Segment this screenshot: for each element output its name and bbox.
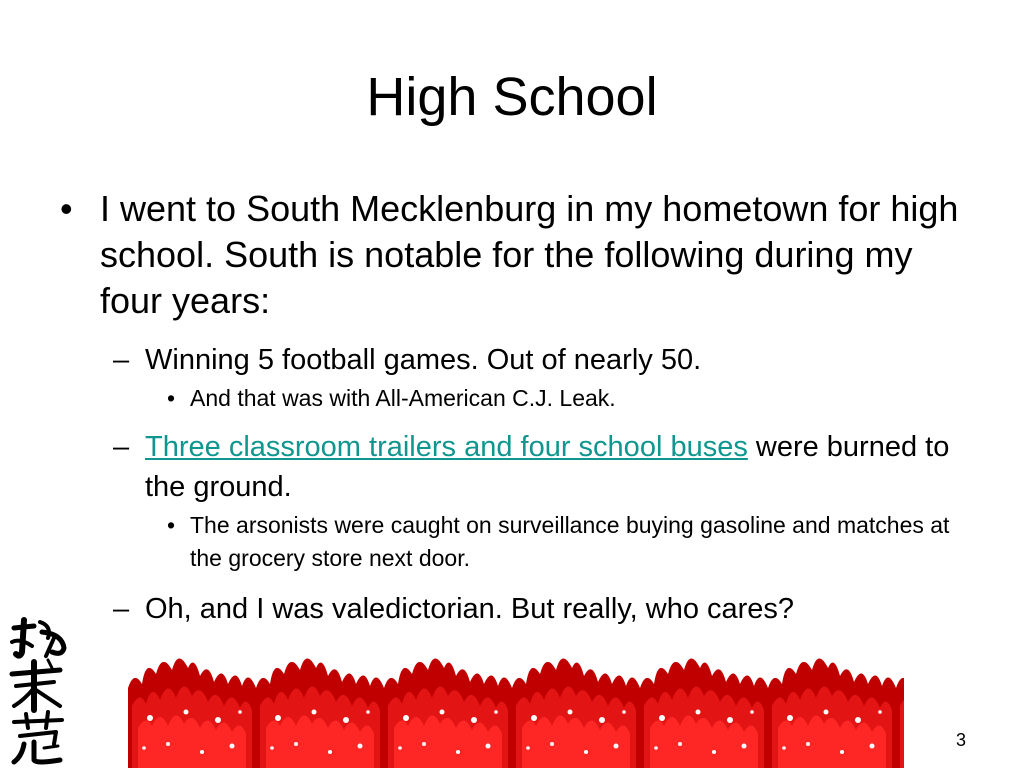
- sub-bullet-item: [60, 589, 980, 629]
- sub-bullet-text: were burned to the ground.: [145, 431, 950, 503]
- bullet-item: [60, 186, 980, 324]
- sub-bullet-text: Oh, and I was valedictorian. But really, who cares?: [145, 593, 795, 625]
- bullet-text: I went to South Mecklenburg in my hometown for high school. South is notable for the following during my four years:: [100, 188, 959, 321]
- slide-title: High School: [366, 67, 658, 127]
- page-number: 3: [955, 730, 966, 750]
- bullet-icon: •: [167, 512, 176, 538]
- dash-icon: –: [113, 344, 130, 376]
- bullet-icon: •: [167, 385, 176, 411]
- sub-sub-bullet-item: [60, 382, 980, 415]
- slide-body: [60, 186, 980, 629]
- arson-news-link[interactable]: Three classroom trailers and four school buses: [145, 431, 748, 463]
- sub-bullet-item: [60, 340, 980, 380]
- flames-border-image: [128, 648, 904, 768]
- bullet-icon: •: [60, 188, 73, 229]
- sub-bullet-text: Winning 5 football games. Out of nearly 50.: [145, 344, 702, 376]
- sub-sub-bullet-text: And that was with All-American C.J. Leak.: [190, 385, 616, 411]
- sub-bullet-item: [60, 427, 980, 507]
- dash-icon: –: [113, 593, 130, 625]
- japanese-calligraphy-icon: [4, 612, 74, 768]
- sub-sub-bullet-text: The arsonists were caught on surveillance buying gasoline and matches at the grocery store next door.: [190, 512, 950, 571]
- sub-sub-bullet-item: [60, 509, 980, 575]
- dash-icon: –: [113, 431, 130, 463]
